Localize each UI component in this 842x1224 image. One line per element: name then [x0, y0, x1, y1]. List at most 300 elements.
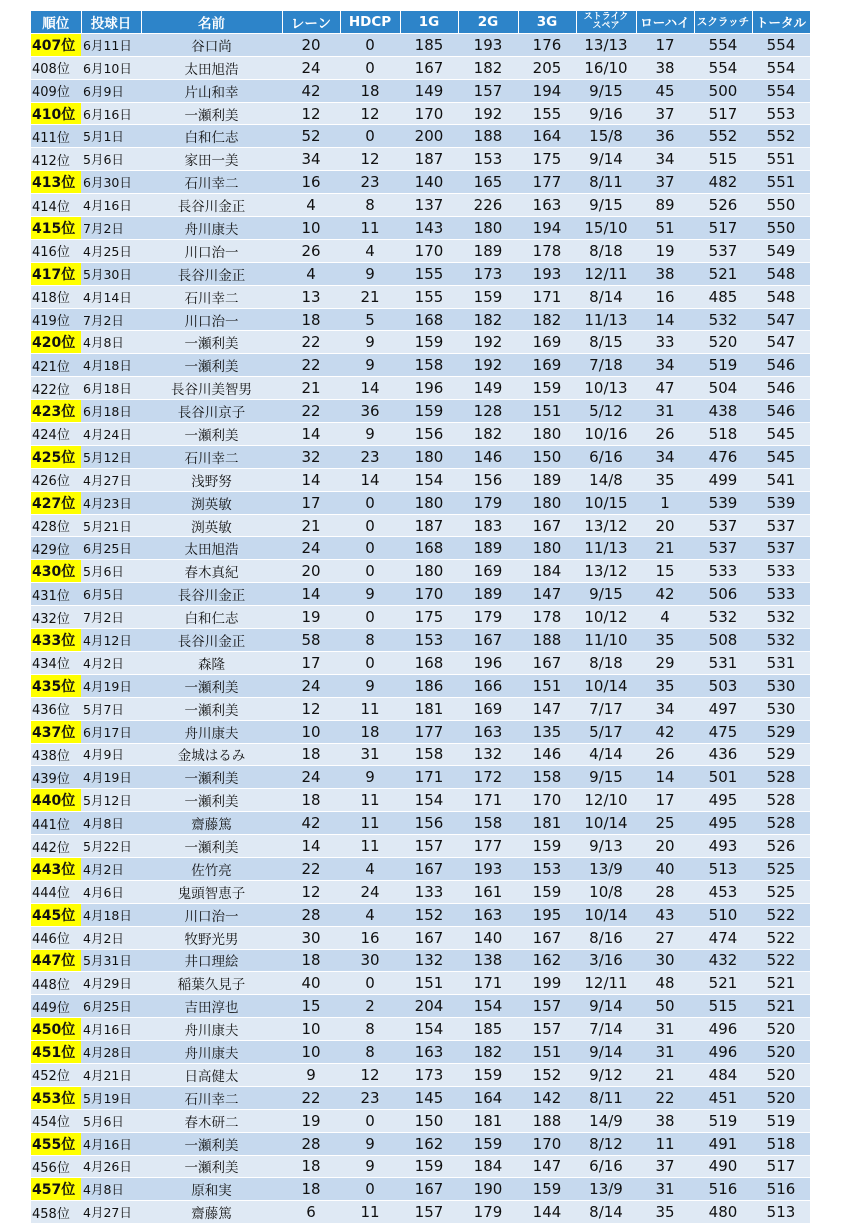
- cell-strike-spare: 10/13: [576, 377, 636, 400]
- cell-low-high: 34: [636, 354, 694, 377]
- cell-lane: 22: [282, 400, 340, 423]
- cell-lane: 14: [282, 468, 340, 491]
- cell-lane: 22: [282, 857, 340, 880]
- cell-hdcp: 4: [340, 239, 400, 262]
- cell-hdcp: 31: [340, 743, 400, 766]
- cell-total: 520: [752, 1086, 810, 1109]
- cell-game3: 147: [518, 583, 576, 606]
- cell-hdcp: 9: [340, 1155, 400, 1178]
- cell-game2: 171: [458, 972, 518, 995]
- cell-date: 6月5日: [81, 583, 141, 606]
- cell-rank: 422位: [31, 377, 81, 400]
- cell-strike-spare: 9/12: [576, 1063, 636, 1086]
- cell-lane: 21: [282, 514, 340, 537]
- cell-low-high: 35: [636, 629, 694, 652]
- cell-game2: 169: [458, 697, 518, 720]
- cell-total: 541: [752, 468, 810, 491]
- cell-player-name: 川口治一: [141, 308, 282, 331]
- cell-game1: 196: [400, 377, 458, 400]
- cell-game1: 158: [400, 743, 458, 766]
- cell-hdcp: 9: [340, 674, 400, 697]
- cell-total: 548: [752, 262, 810, 285]
- cell-strike-spare: 15/8: [576, 125, 636, 148]
- cell-game1: 154: [400, 789, 458, 812]
- cell-low-high: 17: [636, 789, 694, 812]
- table-row: [31, 972, 810, 995]
- cell-game1: 180: [400, 491, 458, 514]
- cell-rank: 426位: [31, 468, 81, 491]
- cell-rank: 455位: [31, 1132, 81, 1155]
- cell-lane: 18: [282, 789, 340, 812]
- cell-rank: 427位: [31, 491, 81, 514]
- cell-low-high: 31: [636, 1041, 694, 1064]
- table-row: [31, 308, 810, 331]
- cell-lane: 22: [282, 354, 340, 377]
- cell-rank: 423位: [31, 400, 81, 423]
- cell-low-high: 20: [636, 835, 694, 858]
- cell-date: 4月19日: [81, 766, 141, 789]
- table-row: [31, 674, 810, 697]
- cell-rank: 441位: [31, 812, 81, 835]
- cell-game1: 170: [400, 102, 458, 125]
- table-row: [31, 400, 810, 423]
- cell-game3: 135: [518, 720, 576, 743]
- cell-game1: 156: [400, 423, 458, 446]
- cell-hdcp: 9: [340, 331, 400, 354]
- cell-date: 4月18日: [81, 354, 141, 377]
- cell-low-high: 38: [636, 1109, 694, 1132]
- cell-game1: 159: [400, 331, 458, 354]
- cell-game2: 182: [458, 56, 518, 79]
- cell-scratch: 521: [694, 262, 752, 285]
- cell-game2: 159: [458, 1063, 518, 1086]
- cell-rank: 445位: [31, 903, 81, 926]
- table-row: [31, 1109, 810, 1132]
- cell-date: 4月16日: [81, 1018, 141, 1041]
- cell-scratch: 496: [694, 1018, 752, 1041]
- cell-player-name: 石川幸二: [141, 1086, 282, 1109]
- cell-game2: 182: [458, 308, 518, 331]
- cell-game2: 157: [458, 79, 518, 102]
- table-row: [31, 285, 810, 308]
- cell-lane: 22: [282, 331, 340, 354]
- cell-game3: 188: [518, 1109, 576, 1132]
- cell-strike-spare: 9/14: [576, 995, 636, 1018]
- cell-game2: 179: [458, 1201, 518, 1224]
- cell-rank: 440位: [31, 789, 81, 812]
- cell-total: 522: [752, 949, 810, 972]
- cell-total: 530: [752, 697, 810, 720]
- cell-hdcp: 11: [340, 789, 400, 812]
- cell-lane: 21: [282, 377, 340, 400]
- cell-game2: 189: [458, 239, 518, 262]
- cell-hdcp: 0: [340, 514, 400, 537]
- cell-hdcp: 16: [340, 926, 400, 949]
- cell-player-name: 家田一美: [141, 148, 282, 171]
- cell-game2: 182: [458, 423, 518, 446]
- cell-scratch: 501: [694, 766, 752, 789]
- cell-hdcp: 0: [340, 1109, 400, 1132]
- cell-lane: 9: [282, 1063, 340, 1086]
- cell-rank: 409位: [31, 79, 81, 102]
- cell-game1: 149: [400, 79, 458, 102]
- cell-low-high: 34: [636, 445, 694, 468]
- cell-strike-spare: 16/10: [576, 56, 636, 79]
- cell-scratch: 519: [694, 354, 752, 377]
- cell-player-name: 森隆: [141, 651, 282, 674]
- cell-total: 550: [752, 194, 810, 217]
- cell-game3: 167: [518, 651, 576, 674]
- cell-player-name: 長谷川金正: [141, 262, 282, 285]
- cell-total: 525: [752, 857, 810, 880]
- cell-scratch: 537: [694, 537, 752, 560]
- cell-rank: 449位: [31, 995, 81, 1018]
- cell-total: 546: [752, 377, 810, 400]
- cell-game2: 132: [458, 743, 518, 766]
- cell-lane: 10: [282, 1041, 340, 1064]
- table-row: [31, 1201, 810, 1224]
- cell-lane: 28: [282, 903, 340, 926]
- cell-scratch: 515: [694, 148, 752, 171]
- table-row: [31, 79, 810, 102]
- cell-date: 4月18日: [81, 903, 141, 926]
- cell-player-name: 舟川康夫: [141, 1041, 282, 1064]
- cell-rank: 446位: [31, 926, 81, 949]
- cell-strike-spare: 12/11: [576, 262, 636, 285]
- cell-game1: 145: [400, 1086, 458, 1109]
- cell-game2: 154: [458, 995, 518, 1018]
- header-game3: 3G: [518, 11, 576, 33]
- cell-low-high: 38: [636, 262, 694, 285]
- cell-game2: 180: [458, 217, 518, 240]
- cell-game3: 193: [518, 262, 576, 285]
- table-row: [31, 1063, 810, 1086]
- cell-date: 4月8日: [81, 812, 141, 835]
- table-row: [31, 377, 810, 400]
- cell-game1: 170: [400, 239, 458, 262]
- cell-total: 526: [752, 835, 810, 858]
- cell-game2: 140: [458, 926, 518, 949]
- cell-game2: 163: [458, 903, 518, 926]
- cell-low-high: 21: [636, 537, 694, 560]
- cell-lane: 32: [282, 445, 340, 468]
- cell-game3: 155: [518, 102, 576, 125]
- cell-rank: 410位: [31, 102, 81, 125]
- cell-low-high: 15: [636, 560, 694, 583]
- cell-game2: 153: [458, 148, 518, 171]
- cell-scratch: 521: [694, 972, 752, 995]
- cell-strike-spare: 8/15: [576, 331, 636, 354]
- table-row: [31, 1132, 810, 1155]
- cell-low-high: 26: [636, 423, 694, 446]
- cell-low-high: 31: [636, 1018, 694, 1041]
- cell-low-high: 35: [636, 674, 694, 697]
- cell-lane: 30: [282, 926, 340, 949]
- cell-scratch: 519: [694, 1109, 752, 1132]
- cell-game2: 193: [458, 33, 518, 56]
- cell-hdcp: 11: [340, 812, 400, 835]
- cell-strike-spare: 13/13: [576, 33, 636, 56]
- cell-scratch: 537: [694, 239, 752, 262]
- cell-game3: 159: [518, 1178, 576, 1201]
- cell-game3: 170: [518, 789, 576, 812]
- cell-game3: 182: [518, 308, 576, 331]
- cell-scratch: 474: [694, 926, 752, 949]
- table-row: [31, 560, 810, 583]
- cell-hdcp: 24: [340, 880, 400, 903]
- cell-hdcp: 4: [340, 903, 400, 926]
- cell-game3: 195: [518, 903, 576, 926]
- cell-hdcp: 9: [340, 583, 400, 606]
- cell-lane: 42: [282, 79, 340, 102]
- cell-total: 546: [752, 400, 810, 423]
- cell-game1: 168: [400, 537, 458, 560]
- cell-low-high: 1: [636, 491, 694, 514]
- cell-game3: 159: [518, 835, 576, 858]
- cell-scratch: 515: [694, 995, 752, 1018]
- cell-strike-spare: 9/15: [576, 194, 636, 217]
- cell-total: 552: [752, 125, 810, 148]
- cell-rank: 452位: [31, 1063, 81, 1086]
- cell-game3: 151: [518, 1041, 576, 1064]
- cell-total: 522: [752, 926, 810, 949]
- cell-game1: 152: [400, 903, 458, 926]
- ranking-table: [31, 11, 811, 1224]
- cell-lane: 28: [282, 1132, 340, 1155]
- cell-game3: 194: [518, 79, 576, 102]
- cell-lane: 34: [282, 148, 340, 171]
- cell-low-high: 51: [636, 217, 694, 240]
- cell-scratch: 491: [694, 1132, 752, 1155]
- cell-total: 551: [752, 171, 810, 194]
- cell-low-high: 27: [636, 926, 694, 949]
- cell-scratch: 484: [694, 1063, 752, 1086]
- cell-hdcp: 0: [340, 33, 400, 56]
- cell-low-high: 42: [636, 720, 694, 743]
- cell-total: 521: [752, 995, 810, 1018]
- cell-game1: 157: [400, 1201, 458, 1224]
- cell-game3: 189: [518, 468, 576, 491]
- cell-low-high: 22: [636, 1086, 694, 1109]
- cell-hdcp: 0: [340, 491, 400, 514]
- cell-hdcp: 9: [340, 1132, 400, 1155]
- cell-player-name: 金城はるみ: [141, 743, 282, 766]
- cell-lane: 14: [282, 423, 340, 446]
- cell-low-high: 14: [636, 766, 694, 789]
- cell-lane: 52: [282, 125, 340, 148]
- cell-total: 529: [752, 720, 810, 743]
- cell-low-high: 20: [636, 514, 694, 537]
- cell-player-name: 片山和幸: [141, 79, 282, 102]
- cell-lane: 58: [282, 629, 340, 652]
- header-low-high: ローハイ: [636, 11, 694, 33]
- cell-game3: 175: [518, 148, 576, 171]
- table-row: [31, 789, 810, 812]
- table-row: [31, 880, 810, 903]
- header-date: 投球日: [81, 11, 141, 33]
- cell-game2: 161: [458, 880, 518, 903]
- cell-player-name: 春木研二: [141, 1109, 282, 1132]
- cell-game3: 159: [518, 880, 576, 903]
- table-row: [31, 102, 810, 125]
- cell-strike-spare: 12/10: [576, 789, 636, 812]
- cell-player-name: 井口理絵: [141, 949, 282, 972]
- cell-hdcp: 23: [340, 171, 400, 194]
- cell-lane: 14: [282, 583, 340, 606]
- cell-game3: 169: [518, 354, 576, 377]
- header-rank: 順位: [31, 11, 81, 33]
- cell-scratch: 513: [694, 857, 752, 880]
- cell-scratch: 554: [694, 56, 752, 79]
- table-row: [31, 1155, 810, 1178]
- cell-lane: 10: [282, 217, 340, 240]
- cell-low-high: 38: [636, 56, 694, 79]
- cell-low-high: 34: [636, 148, 694, 171]
- cell-game1: 180: [400, 560, 458, 583]
- cell-game1: 151: [400, 972, 458, 995]
- cell-rank: 444位: [31, 880, 81, 903]
- cell-date: 5月22日: [81, 835, 141, 858]
- cell-rank: 432位: [31, 606, 81, 629]
- table-row: [31, 606, 810, 629]
- cell-rank: 435位: [31, 674, 81, 697]
- cell-game1: 143: [400, 217, 458, 240]
- cell-player-name: 一瀬利美: [141, 766, 282, 789]
- cell-player-name: 春木真紀: [141, 560, 282, 583]
- cell-scratch: 517: [694, 217, 752, 240]
- table-row: [31, 835, 810, 858]
- cell-game2: 166: [458, 674, 518, 697]
- cell-game1: 167: [400, 56, 458, 79]
- cell-hdcp: 12: [340, 1063, 400, 1086]
- header-name: 名前: [141, 11, 282, 33]
- cell-game2: 179: [458, 491, 518, 514]
- cell-rank: 425位: [31, 445, 81, 468]
- cell-hdcp: 0: [340, 972, 400, 995]
- cell-low-high: 25: [636, 812, 694, 835]
- cell-strike-spare: 10/16: [576, 423, 636, 446]
- cell-scratch: 497: [694, 697, 752, 720]
- cell-game3: 159: [518, 377, 576, 400]
- cell-strike-spare: 4/14: [576, 743, 636, 766]
- cell-low-high: 26: [636, 743, 694, 766]
- cell-game3: 147: [518, 1155, 576, 1178]
- cell-scratch: 508: [694, 629, 752, 652]
- cell-player-name: 石川幸二: [141, 171, 282, 194]
- cell-strike-spare: 6/16: [576, 445, 636, 468]
- cell-total: 554: [752, 56, 810, 79]
- cell-game1: 181: [400, 697, 458, 720]
- cell-strike-spare: 8/18: [576, 239, 636, 262]
- cell-lane: 20: [282, 33, 340, 56]
- cell-date: 5月6日: [81, 1109, 141, 1132]
- cell-total: 520: [752, 1018, 810, 1041]
- cell-game1: 170: [400, 583, 458, 606]
- cell-player-name: 浅野努: [141, 468, 282, 491]
- cell-player-name: 齋藤篤: [141, 812, 282, 835]
- cell-total: 554: [752, 79, 810, 102]
- cell-game2: 179: [458, 606, 518, 629]
- cell-game2: 146: [458, 445, 518, 468]
- cell-total: 521: [752, 972, 810, 995]
- cell-hdcp: 9: [340, 262, 400, 285]
- cell-lane: 18: [282, 743, 340, 766]
- table-row: [31, 697, 810, 720]
- cell-game2: 183: [458, 514, 518, 537]
- cell-scratch: 490: [694, 1155, 752, 1178]
- cell-game1: 173: [400, 1063, 458, 1086]
- cell-rank: 453位: [31, 1086, 81, 1109]
- cell-rank: 416位: [31, 239, 81, 262]
- cell-game2: 182: [458, 1041, 518, 1064]
- cell-strike-spare: 9/16: [576, 102, 636, 125]
- cell-game1: 167: [400, 1178, 458, 1201]
- table-row: [31, 1086, 810, 1109]
- cell-lane: 4: [282, 194, 340, 217]
- cell-game1: 159: [400, 1155, 458, 1178]
- cell-strike-spare: 8/16: [576, 926, 636, 949]
- cell-rank: 408位: [31, 56, 81, 79]
- cell-game2: 158: [458, 812, 518, 835]
- header-row: [31, 11, 810, 33]
- cell-game3: 144: [518, 1201, 576, 1224]
- cell-game1: 200: [400, 125, 458, 148]
- cell-rank: 414位: [31, 194, 81, 217]
- table-row: [31, 743, 810, 766]
- cell-total: 550: [752, 217, 810, 240]
- cell-low-high: 35: [636, 468, 694, 491]
- cell-hdcp: 36: [340, 400, 400, 423]
- cell-rank: 428位: [31, 514, 81, 537]
- cell-scratch: 432: [694, 949, 752, 972]
- header-game1: 1G: [400, 11, 458, 33]
- table-row: [31, 537, 810, 560]
- cell-scratch: 451: [694, 1086, 752, 1109]
- cell-strike-spare: 8/14: [576, 285, 636, 308]
- cell-rank: 447位: [31, 949, 81, 972]
- cell-lane: 4: [282, 262, 340, 285]
- table-row: [31, 857, 810, 880]
- cell-hdcp: 11: [340, 217, 400, 240]
- cell-date: 5月21日: [81, 514, 141, 537]
- cell-hdcp: 0: [340, 606, 400, 629]
- cell-total: 549: [752, 239, 810, 262]
- cell-date: 5月12日: [81, 789, 141, 812]
- cell-low-high: 4: [636, 606, 694, 629]
- cell-strike-spare: 11/10: [576, 629, 636, 652]
- cell-game1: 204: [400, 995, 458, 1018]
- cell-date: 4月6日: [81, 880, 141, 903]
- table-row: [31, 651, 810, 674]
- cell-strike-spare: 5/17: [576, 720, 636, 743]
- cell-hdcp: 11: [340, 1201, 400, 1224]
- cell-hdcp: 23: [340, 1086, 400, 1109]
- cell-player-name: 齋藤篤: [141, 1201, 282, 1224]
- cell-scratch: 517: [694, 102, 752, 125]
- cell-player-name: 川口治一: [141, 903, 282, 926]
- cell-rank: 415位: [31, 217, 81, 240]
- cell-date: 4月12日: [81, 629, 141, 652]
- cell-strike-spare: 9/15: [576, 766, 636, 789]
- cell-game2: 192: [458, 331, 518, 354]
- cell-strike-spare: 13/9: [576, 857, 636, 880]
- cell-date: 4月16日: [81, 1132, 141, 1155]
- cell-player-name: 一瀬利美: [141, 102, 282, 125]
- cell-player-name: 長谷川金正: [141, 194, 282, 217]
- cell-rank: 430位: [31, 560, 81, 583]
- cell-game3: 142: [518, 1086, 576, 1109]
- table-row: [31, 423, 810, 446]
